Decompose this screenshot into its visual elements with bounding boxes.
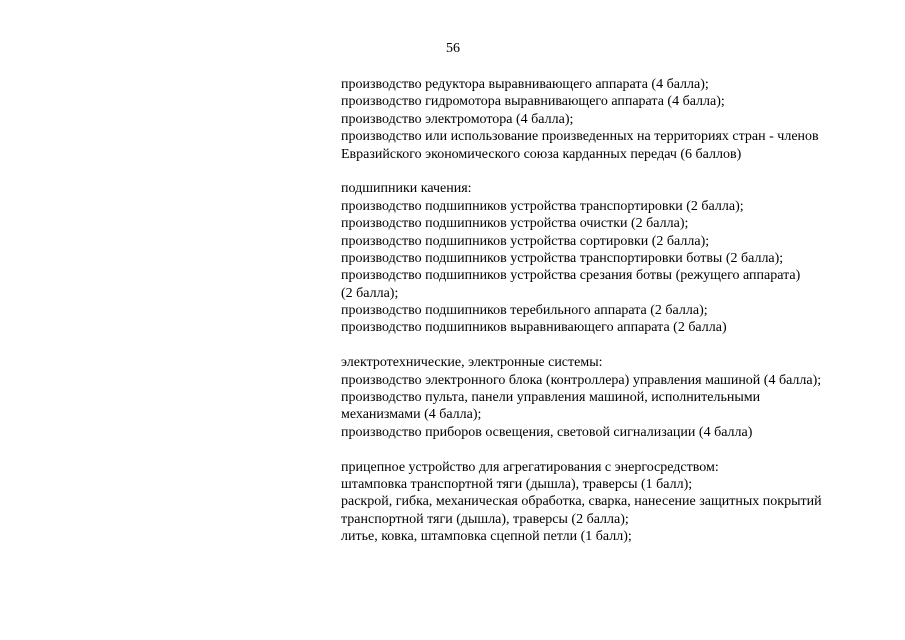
text-line: Евразийского экономического союза карданных передач (6 баллов)	[341, 146, 742, 162]
section-heading: прицепное устройство для агрегатирования с энергосредством:	[341, 459, 719, 475]
paragraph-spacer	[341, 163, 881, 180]
text-line: производство электромотора (4 балла);	[341, 111, 574, 127]
text-line: штамповка транспортной тяги (дышла), траверсы (1 балл);	[341, 476, 693, 492]
text-line: литье, ковка, штамповка сцепной петли (1 балл);	[341, 529, 632, 545]
section-heading: электротехнические, электронные системы:	[341, 355, 603, 371]
text-line: производство подшипников выравнивающего аппарата (2 балла)	[341, 320, 727, 336]
text-line: производство подшипников устройства сортировки (2 балла);	[341, 233, 710, 249]
paragraph-bearings	[341, 180, 881, 337]
text-line: транспортной тяги (дышла), траверсы (2 балла);	[341, 511, 629, 527]
paragraph-spacer	[341, 337, 881, 354]
section-heading: подшипники качения:	[341, 181, 472, 197]
paragraph-reducer-motors	[341, 76, 881, 163]
text-line: производство приборов освещения, световой сигнализации (4 балла)	[341, 424, 753, 440]
text-line: производство подшипников устройства транспортировки (2 балла);	[341, 198, 744, 214]
page-number: 56	[446, 41, 460, 56]
text-line: производство или использование произведенных на территориях стран - членов	[341, 129, 819, 145]
text-line: механизмами (4 балла);	[341, 407, 482, 423]
text-line: производство подшипников устройства очистки (2 балла);	[341, 216, 689, 232]
text-line: производство подшипников теребильного аппарата (2 балла);	[341, 303, 708, 319]
paragraph-spacer	[341, 441, 881, 458]
paragraph-electrical-systems	[341, 354, 881, 441]
text-line: производство редуктора выравнивающего аппарата (4 балла);	[341, 77, 709, 92]
text-line: производство электронного блока (контроллера) управления машиной (4 балла);	[341, 372, 822, 388]
paragraph-hitch-device	[341, 459, 881, 546]
text-line: производство подшипников устройства срезания ботвы (режущего аппарата)	[341, 268, 801, 284]
text-line: (2 балла);	[341, 285, 399, 301]
document-body	[341, 76, 881, 546]
text-line: раскрой, гибка, механическая обработка, сварка, нанесение защитных покрытий	[341, 494, 822, 510]
text-line: производство подшипников устройства транспортировки ботвы (2 балла);	[341, 250, 784, 266]
text-line: производство пульта, панели управления машиной, исполнительными	[341, 390, 761, 406]
text-line: производство гидромотора выравнивающего аппарата (4 балла);	[341, 94, 725, 110]
